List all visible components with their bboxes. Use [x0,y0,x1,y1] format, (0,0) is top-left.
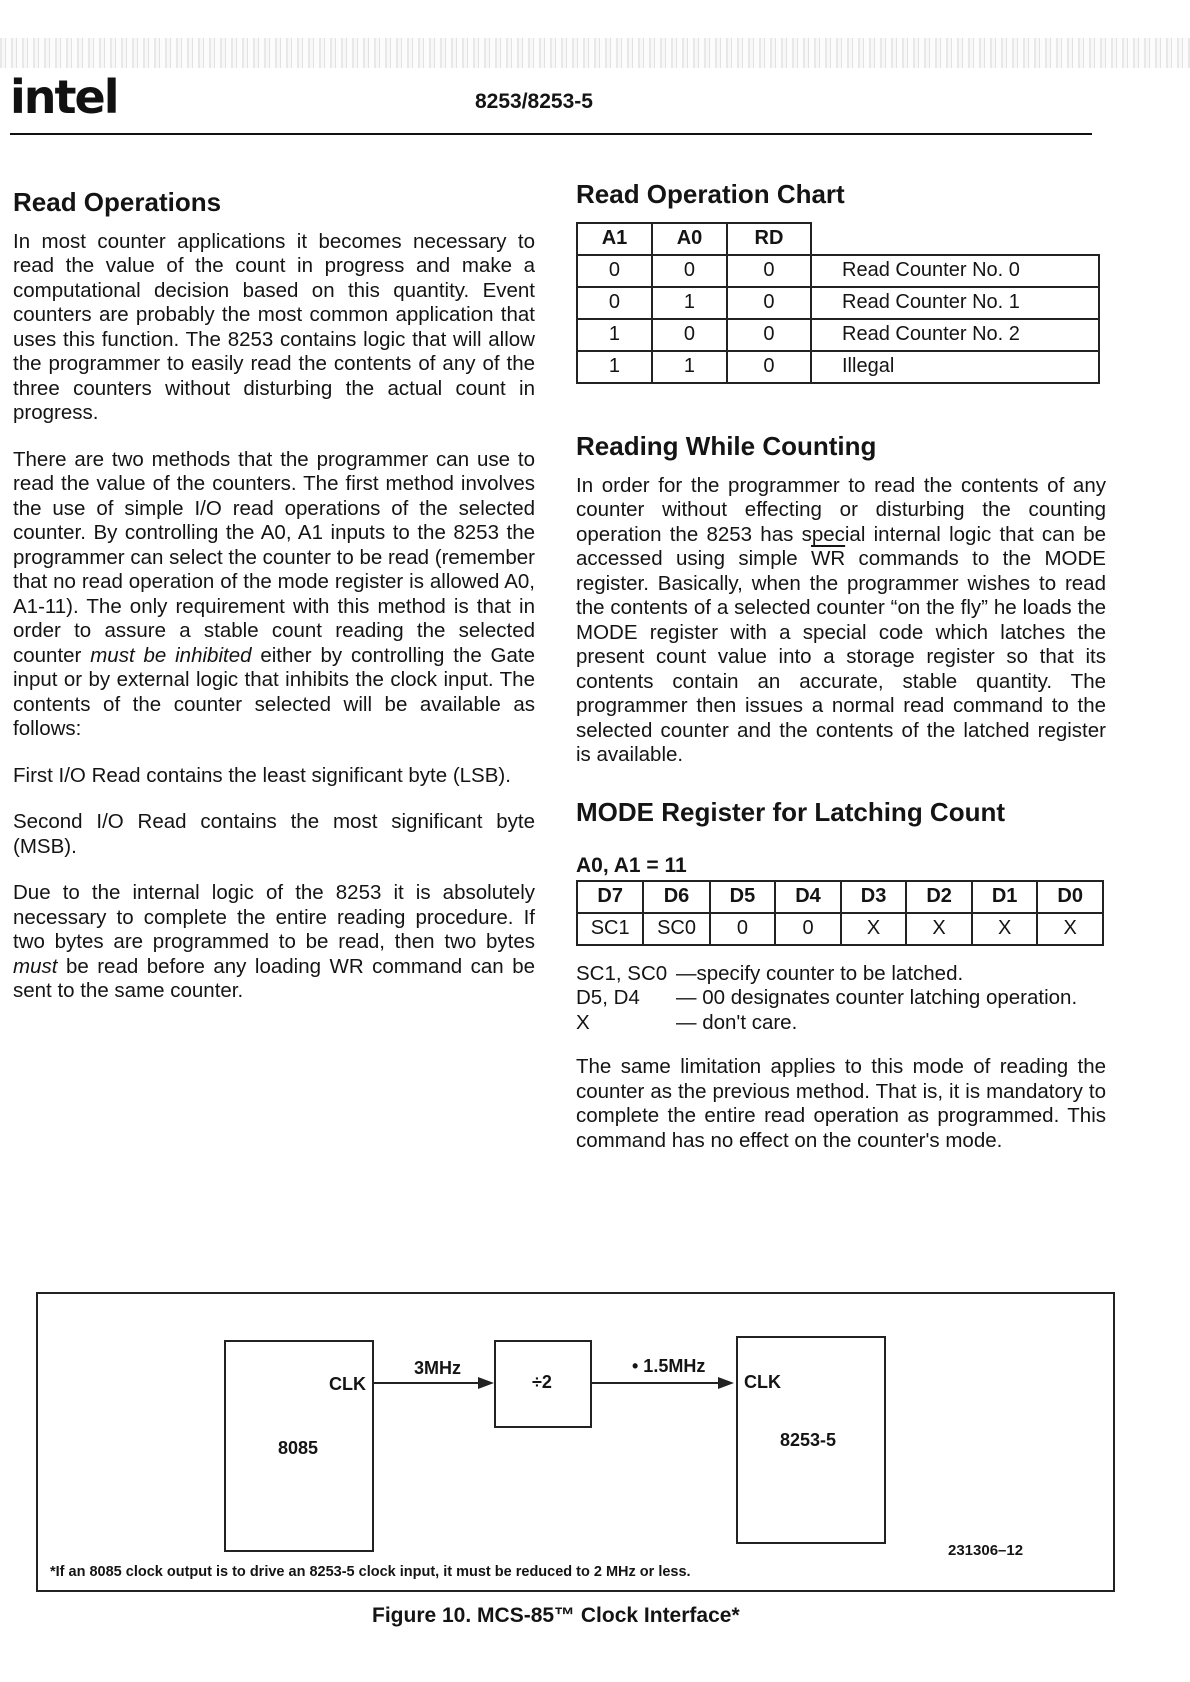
cell-description: Illegal [811,351,1099,383]
scan-noise-band [0,38,1190,68]
table-header-row [577,223,1099,255]
document-id: 8253/8253-5 [475,90,593,113]
limitation-paragraph: The same limitation applies to this mode of reading the counter as the previous method. That is, it is mandatory to complete the entire read operation as programmed. This command has no effect on the counter's mode. [576,1055,1106,1152]
bit-value: SC0 [643,913,709,945]
bit-label: D3 [841,881,907,913]
mode-register-table [576,880,1104,946]
cell-description: Read Counter No. 1 [811,287,1099,319]
cell-a0: 0 [652,255,727,287]
header-a1: A1 [577,223,652,255]
methods-text-a: There are two methods that the programmer can use to read the value of the counters. The first method involves the use of simple I/O read operations of the selected counter. By controlling the A0, A1 inputs to the 8253 the programmer can select the counter to be read (remember that no read operation of the mode register is allowed A0, A1-11). The only requirement with this method is that in order to assure a stable count reading the selected counter [13,447,535,667]
cell-a0: 1 [652,351,727,383]
definition-value: — 00 designates counter latching operation. [676,986,1078,1010]
bit-value: 0 [710,913,776,945]
table-row [577,351,1099,383]
figure-footnote: *If an 8085 clock output is to drive an 8253-5 clock input, it must be reduced to 2 MHz or less. [50,1564,691,1580]
mode-definitions [576,962,1106,1036]
cell-a0: 0 [652,319,727,351]
divider-label: ÷2 [532,1372,552,1392]
table-row [577,287,1099,319]
table-row [577,319,1099,351]
cpu-8085-block [224,1340,374,1552]
bit-label: D4 [775,881,841,913]
bit-label: D6 [643,881,709,913]
left-column [13,188,535,1026]
figure-caption: Figure 10. MCS-85™ Clock Interface* [372,1604,740,1627]
definition-value: — don't care. [676,1010,798,1034]
cell-description: Read Counter No. 2 [811,319,1099,351]
clk-line-1-5mhz [592,1382,722,1384]
timer-8253-5-block [736,1336,886,1544]
definition-key: D5, D4 [576,986,640,1010]
arrowhead-to-timer [718,1377,734,1389]
first-read-paragraph: First I/O Read contains the least significant byte (LSB). [13,763,511,787]
bit-label: D2 [906,881,972,913]
bit-value: 0 [775,913,841,945]
definition-row [576,1011,1106,1036]
header-rule [10,133,1092,135]
cpu-label: 8085 [278,1438,319,1458]
cell-a1: 1 [577,351,652,383]
read-operations-intro: In most counter applications it becomes necessary to read the value of the count in progress and make a computational decision based on this quantity. Event counters are probably the most common application that uses this function. The 8253 contains logic that will allow the programmer to easily read the contents of any of the three counters without disturbing the actual count in progress. [13,229,535,425]
reading-while-counting-paragraph [576,474,1106,768]
divider-block [494,1340,592,1428]
cell-rd: 0 [727,351,811,383]
cell-a1: 0 [577,255,652,287]
timer-clk-label: CLK [744,1372,781,1392]
freq-1-5mhz-label: • 1.5MHz [632,1356,706,1376]
latch-address-value: A0, A1 = 11 [576,853,687,877]
procedure-text-a: Due to the internal logic of the 8253 it is absolutely necessary to complete the entire reading procedure. If two bytes are programmed to be read, then two bytes [13,881,535,954]
cell-rd: 0 [727,287,811,319]
second-read-paragraph: Second I/O Read contains the most significant byte (MSB). [13,810,535,858]
procedure-text-b: be read before any loading WR command can be sent to the same counter. [13,954,535,1003]
table-row [577,255,1099,287]
bit-label: D5 [710,881,776,913]
cell-description: Read Counter No. 0 [811,255,1099,287]
timer-label: 8253-5 [780,1430,837,1450]
cell-rd: 0 [727,255,811,287]
read-operations-heading: Read Operations [13,187,222,217]
read-operation-chart-heading: Read Operation Chart [576,179,845,209]
bit-value: X [972,913,1038,945]
definition-key: X [576,1010,590,1034]
rwc-text-a: In order for the programmer to read the contents of any counter without effecting or disturbing the counting operation the 8253 has special internal logic that can be accessed using simple [576,473,1106,571]
cell-a0: 1 [652,287,727,319]
definition-value: —specify counter to be latched. [676,961,964,985]
arrowhead-to-divider [478,1377,494,1389]
mode-value-row [577,913,1103,945]
cell-rd: 0 [727,319,811,351]
header-a0: A0 [652,223,727,255]
bit-value: SC1 [577,913,643,945]
bit-label: D0 [1037,881,1103,913]
read-operation-table [576,222,1100,384]
bit-value: X [1037,913,1103,945]
mode-register-heading: MODE Register for Latching Count [576,796,1005,827]
procedure-emphasis: must [13,954,58,978]
reading-procedure-paragraph [13,881,535,1004]
methods-emphasis: must be inhibited [90,643,252,667]
bit-label: D7 [577,881,643,913]
rwc-text-b: commands to the MODE register. Basically, when the programmer wishes to read the contents of a selected counter “on the fly” he loads the MODE register with a special code which latches the present count value into a storage register so that its contents contain an accurate, stable quantity. The programmer then issues a normal read command to the selected counter and the contents of the latched register is available. [576,547,1106,767]
methods-text-b: either by controlling the Gate input or by external logic that inhibits the clock input. The contents of the counter selected will be available as follows: [13,643,535,741]
mode-bit-row [577,881,1103,913]
bit-value: X [906,913,972,945]
definition-row [576,962,1106,987]
clock-interface-figure [36,1292,1115,1592]
definition-key: SC1, SC0 [576,961,668,985]
cpu-clk-label: CLK [329,1374,366,1394]
figure-code: 231306–12 [948,1542,1024,1559]
definition-row [576,986,1106,1011]
freq-3mhz-label: 3MHz [414,1358,462,1378]
read-methods-paragraph [13,448,535,742]
wr-signal: $\overline{WR}$ [810,547,846,571]
header-rd: RD [727,223,811,255]
cell-a1: 1 [577,319,652,351]
right-column [576,180,1106,1153]
reading-while-counting-heading: Reading While Counting [576,430,877,461]
bit-value: X [841,913,907,945]
bit-label: D1 [972,881,1038,913]
intel-logo: intel [10,70,118,124]
clk-line-3mhz [374,1382,482,1384]
cell-a1: 0 [577,287,652,319]
